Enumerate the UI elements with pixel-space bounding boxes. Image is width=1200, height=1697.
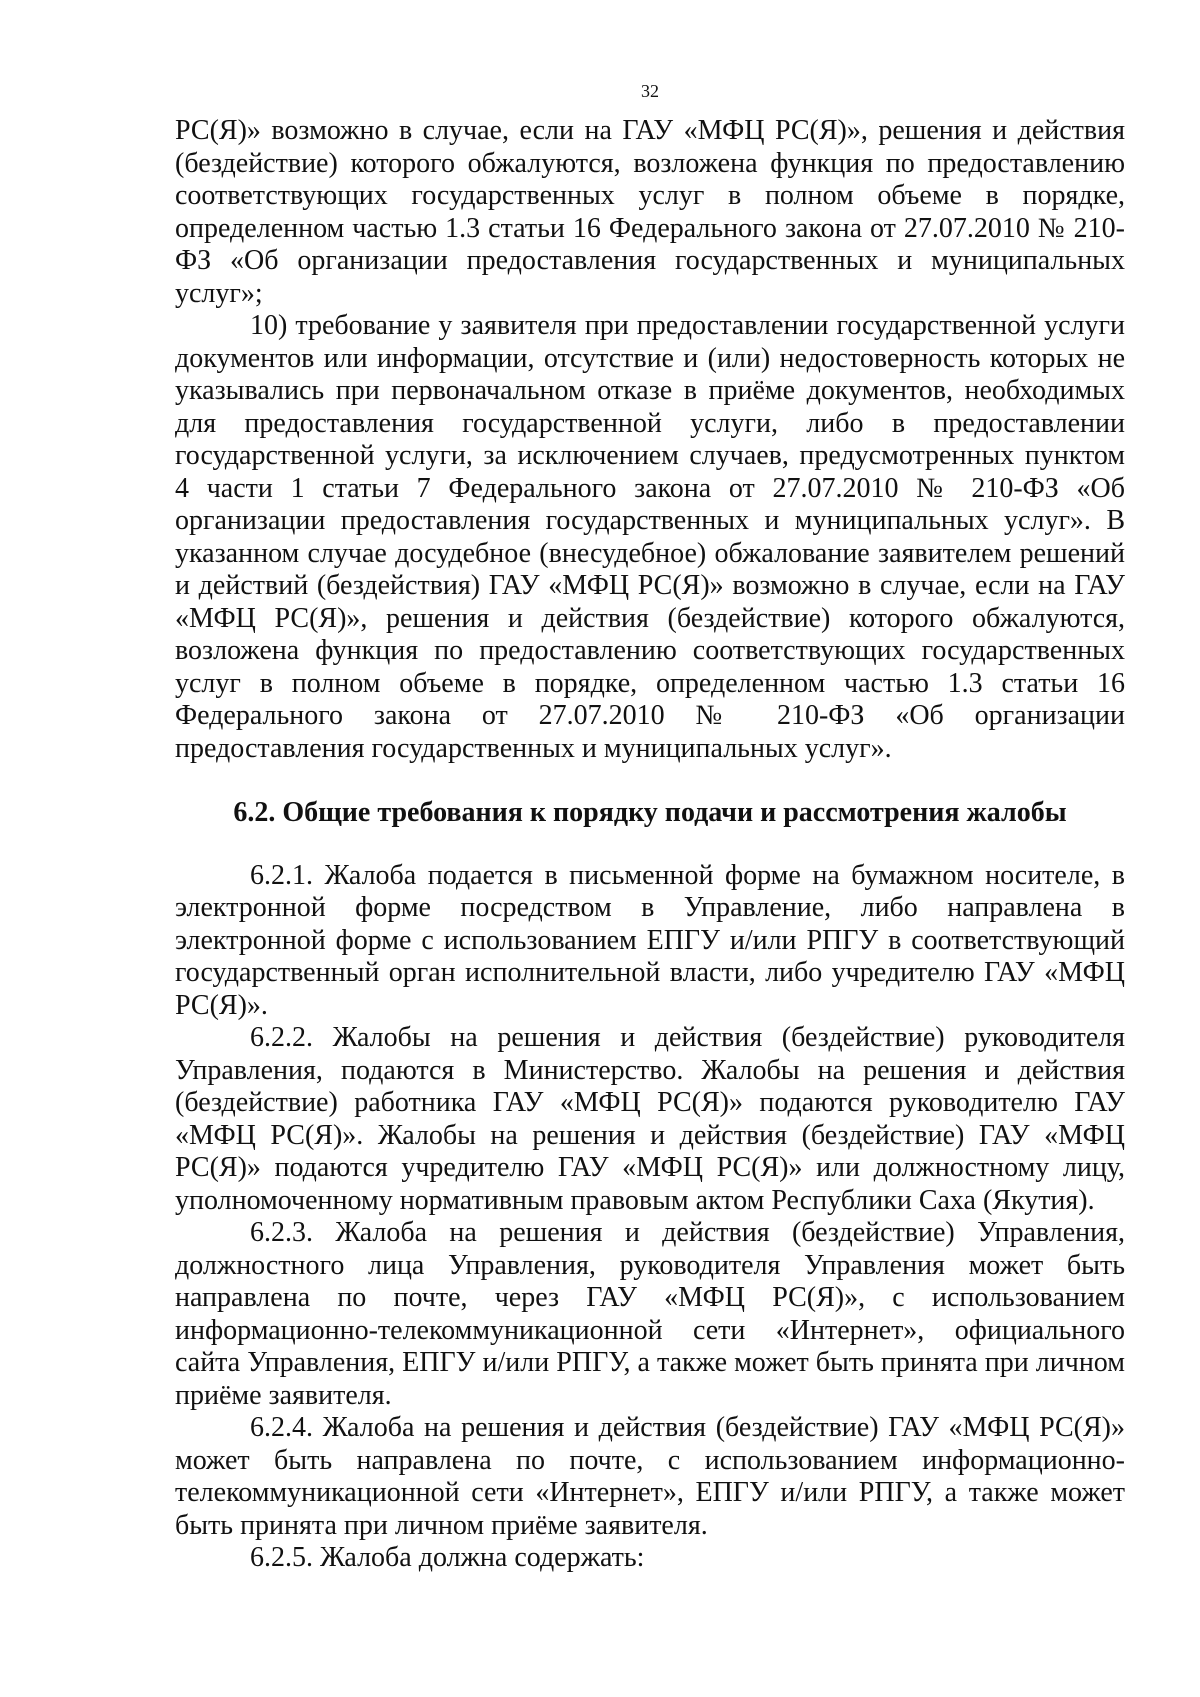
paragraph: 10) требование у заявителя при предоставлении государственной услуги документов или информации, отсутствие и (или) недостоверность которых не указывались при первоначальном отказе в приёме документов, необходимых для предоставления государственной услуги, либо в предоставлении государственной услуги, за исключением случаев, предусмотренных пунктом 4 части 1 статьи 7 Федерального закона от 27.07.2010 № 210-ФЗ «Об организации предоставления государственных и муниципальных услуг». В указанном случае досудебное (внесудебное) обжалование заявителем решений и действий (бездействия) ГАУ «МФЦ РС(Я)» возможно в случае, если на ГАУ «МФЦ РС(Я)», решения и действия (бездействие) которого обжалуются, возложена функция по предоставлению соответствующих государственных услуг в полном объеме в порядке, определенном частью 1.3 статьи 16 Федерального закона от 27.07.2010 № 210-ФЗ «Об организации предоставления государственных и муниципальных услуг». [175,310,1125,764]
paragraph: 6.2.2. Жалобы на решения и действия (бездействие) руководителя Управления, подаются в Министерство. Жалобы на решения и действия (бездействие) работника ГАУ «МФЦ РС(Я)» подаются руководителю ГАУ «МФЦ РС(Я)». Жалобы на решения и действия (бездействие) ГАУ «МФЦ РС(Я)» подаются учредителю ГАУ «МФЦ РС(Я)» или должностному лицу, уполномоченному нормативным правовым актом Республики Саха (Якутия). [175,1022,1125,1216]
page-number: 32 [641,81,659,101]
paragraph: 6.2.3. Жалоба на решения и действия (бездействие) Управления, должностного лица Управления, руководителя Управления может быть направлена по почте, через ГАУ «МФЦ РС(Я)», с использованием информационно-телекоммуникационной сети «Интернет», официального сайта Управления, ЕПГУ и/или РПГУ, а также может быть принята при личном приёме заявителя. [175,1217,1125,1411]
paragraph: 6.2.4. Жалоба на решения и действия (бездействие) ГАУ «МФЦ РС(Я)» может быть направлена по почте, с использованием информационно-телекоммуникационной сети «Интернет», ЕПГУ и/или РПГУ, а также может быть принята при личном приёме заявителя. [175,1412,1125,1541]
section-heading: 6.2. Общие требования к порядку подачи и рассмотрения жалобы [233,797,1067,828]
paragraph: 6.2.1. Жалоба подается в письменной форме на бумажном носителе, в электронной форме посредством в Управление, либо направлена в электронной форме с использованием ЕПГУ и/или РПГУ в соответствующий государственный орган исполнительной власти, либо учредителю ГАУ «МФЦ РС(Я)». [175,859,1125,1021]
paragraphs-bottom [175,860,1125,1575]
paragraphs-top [175,115,1125,765]
paragraph: РС(Я)» возможно в случае, если на ГАУ «МФЦ РС(Я)», решения и действия (бездействие) которого обжалуются, возложена функция по предоставлению соответствующих государственных услуг в полном объеме в порядке, определенном частью 1.3 статьи 16 Федерального закона от 27.07.2010 № 210-ФЗ «Об организации предоставления государственных и муниципальных услуг»; [175,115,1125,309]
paragraph: 6.2.5. Жалоба должна содержать: [250,1542,645,1573]
document-body [175,115,1125,1575]
